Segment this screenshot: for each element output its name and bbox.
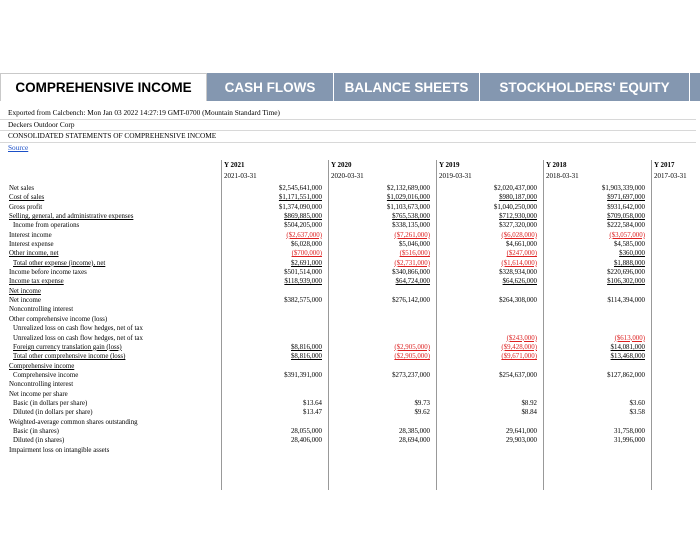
cell-value[interactable]: ($2,637,000) — [286, 231, 322, 239]
cell-value[interactable]: $5,046,000 — [398, 241, 430, 249]
table-row — [0, 305, 696, 314]
row-label: Interest expense — [9, 241, 54, 249]
row-label[interactable]: Total other comprehensive income (loss) — [13, 353, 126, 361]
tab-balance-sheets[interactable]: BALANCE SHEETS — [334, 73, 480, 101]
row-label: Diluted (in shares) — [13, 437, 65, 445]
row-label: Basic (in dollars per share) — [13, 399, 88, 407]
cell-value[interactable]: 29,903,000 — [505, 437, 537, 445]
table-row — [0, 418, 696, 427]
statement-table — [0, 160, 696, 455]
cell-value[interactable]: $3.58 — [629, 409, 645, 417]
cell-value[interactable]: $6,028,000 — [290, 241, 322, 249]
cell-value[interactable]: $328,934,000 — [499, 269, 537, 277]
cell-value[interactable]: $273,237,000 — [392, 371, 430, 379]
cell-value[interactable]: $382,575,000 — [284, 297, 322, 305]
table-row — [0, 184, 696, 193]
row-label: Impairment loss on intangible assets — [9, 446, 110, 454]
table-row — [0, 287, 696, 296]
cell-value[interactable]: $13,468,000 — [610, 353, 645, 361]
cell-value[interactable]: $4,661,000 — [505, 241, 537, 249]
cell-value[interactable]: $3.60 — [629, 399, 645, 407]
cell-value[interactable]: 31,758,000 — [613, 427, 645, 435]
cell-value[interactable]: $931,642,000 — [607, 203, 645, 211]
cell-value[interactable]: ($3,057,000) — [609, 231, 645, 239]
period-header: Y 2018 2018-03-31 — [543, 160, 651, 184]
row-label: Weighted-average common shares outstanding — [9, 418, 138, 426]
cell-value[interactable]: $4,585,000 — [613, 241, 645, 249]
cell-value[interactable]: ($243,000) — [506, 334, 537, 342]
row-label: Unrealized loss on cash flow hedges, net of tax — [13, 334, 143, 342]
table-row — [0, 268, 696, 277]
cell-value[interactable]: $9.62 — [414, 409, 430, 417]
row-label[interactable]: Selling, general, and administrative expenses — [9, 213, 134, 221]
row-label: Gross profit — [9, 203, 43, 211]
cell-value[interactable]: $765,538,000 — [392, 213, 430, 221]
cell-value[interactable]: $504,205,000 — [284, 222, 322, 230]
cell-value[interactable]: $114,394,000 — [607, 297, 645, 305]
cell-value[interactable]: 28,055,000 — [290, 427, 322, 435]
cell-value[interactable]: $13.47 — [303, 409, 322, 417]
cell-value[interactable]: $360,000 — [619, 250, 645, 258]
cell-value[interactable]: $264,308,000 — [499, 297, 537, 305]
table-row — [0, 193, 696, 202]
table-row — [0, 324, 696, 333]
cell-value[interactable]: $9.73 — [414, 399, 430, 407]
cell-value[interactable]: $14,081,000 — [610, 343, 645, 351]
statement-rows — [0, 184, 696, 455]
table-row — [0, 446, 696, 455]
row-label[interactable]: Foreign currency translation gain (loss) — [13, 343, 122, 351]
table-row — [0, 240, 696, 249]
cell-value[interactable]: $13.64 — [303, 399, 322, 407]
cell-value[interactable]: $64,626,000 — [502, 278, 537, 286]
cell-value[interactable]: $2,132,689,000 — [386, 185, 430, 192]
cell-value[interactable]: ($2,905,000) — [394, 353, 430, 361]
table-row — [0, 380, 696, 389]
table-row — [0, 231, 696, 240]
table-row — [0, 334, 696, 343]
cell-value[interactable]: $338,135,000 — [392, 222, 430, 230]
cell-value[interactable]: ($6,028,000) — [501, 231, 537, 239]
cell-value[interactable]: $391,391,000 — [284, 371, 322, 379]
row-label: Interest income — [9, 231, 52, 239]
cell-value[interactable]: 29,641,000 — [505, 427, 537, 435]
table-row — [0, 249, 696, 258]
cell-value[interactable]: $276,142,000 — [392, 297, 430, 305]
cell-value[interactable]: $64,724,000 — [395, 278, 430, 286]
company-name: Deckers Outdoor Corp — [0, 120, 696, 132]
cell-value[interactable]: $1,103,673,000 — [386, 203, 430, 211]
cell-value[interactable]: $869,885,000 — [284, 213, 322, 221]
cell-value[interactable]: ($2,731,000) — [394, 259, 430, 267]
cell-value[interactable]: $709,058,000 — [607, 213, 645, 221]
table-row — [0, 212, 696, 221]
table-row — [0, 296, 696, 305]
cell-value[interactable]: ($516,000) — [399, 250, 430, 258]
cell-value[interactable]: $8.92 — [521, 399, 537, 407]
row-label[interactable]: Cost of sales — [9, 194, 45, 202]
tab-bar-fill — [690, 73, 700, 101]
period-header: Y 2019 2019-03-31 — [436, 160, 543, 184]
cell-value[interactable]: $980,187,000 — [499, 194, 537, 202]
cell-value[interactable]: $220,696,000 — [607, 269, 645, 277]
cell-value[interactable]: $118,939,000 — [284, 278, 322, 286]
period-header: Y 2017 2017-03-31 — [651, 160, 696, 184]
row-label: Noncontrolling interest — [9, 306, 74, 314]
table-row — [0, 436, 696, 445]
cell-value[interactable]: ($9,671,000) — [501, 353, 537, 361]
cell-value[interactable]: $327,320,000 — [499, 222, 537, 230]
row-label: Comprehensive income — [13, 371, 79, 379]
tab-stockholders-equity[interactable]: STOCKHOLDERS' EQUITY — [480, 73, 690, 101]
row-label[interactable]: Comprehensive income — [9, 362, 75, 370]
period-header: Y 2020 2020-03-31 — [328, 160, 436, 184]
table-row — [0, 343, 696, 352]
cell-value[interactable]: ($2,905,000) — [394, 343, 430, 351]
table-row — [0, 371, 696, 380]
cell-value[interactable]: $8,816,000 — [290, 343, 322, 351]
tab-comprehensive-income[interactable]: COMPREHENSIVE INCOME — [0, 73, 207, 101]
table-row — [0, 277, 696, 286]
table-row — [0, 259, 696, 268]
row-label: Income from operations — [13, 222, 80, 230]
cell-value[interactable]: ($7,261,000) — [394, 231, 430, 239]
cell-value[interactable]: 28,385,000 — [398, 427, 430, 435]
cell-value[interactable]: ($9,428,000) — [501, 343, 537, 351]
table-row — [0, 203, 696, 212]
cell-value[interactable]: $971,697,000 — [607, 194, 645, 202]
table-row — [0, 399, 696, 408]
cell-value[interactable]: $8.84 — [521, 409, 537, 417]
row-label: Basic (in shares) — [13, 427, 59, 435]
cell-value[interactable]: $1,029,016,000 — [386, 194, 430, 202]
cell-value[interactable]: $501,514,000 — [284, 269, 322, 277]
source-link[interactable]: Source — [8, 142, 29, 152]
statement-title: CONSOLIDATED STATEMENTS OF COMPREHENSIVE INCOME — [0, 131, 696, 143]
cell-value[interactable]: $106,302,000 — [607, 278, 645, 286]
row-label: Other comprehensive income (loss) — [9, 315, 108, 323]
cell-value[interactable]: 28,694,000 — [398, 437, 430, 445]
export-timestamp: Exported from Calcbench: Mon Jan 03 2022 14:27:19 GMT-0700 (Mountain Standard Time) — [0, 108, 696, 120]
cell-value[interactable]: $2,691,000 — [290, 259, 322, 267]
row-label[interactable]: Other income, net — [9, 250, 59, 258]
statement-tabs — [0, 73, 700, 101]
cell-value[interactable]: $1,903,339,000 — [601, 185, 645, 192]
cell-value[interactable]: $2,020,437,000 — [493, 185, 537, 192]
cell-value[interactable]: $254,637,000 — [499, 371, 537, 379]
row-label: Diluted (in dollars per share) — [13, 409, 93, 417]
cell-value[interactable]: $1,040,250,000 — [493, 203, 537, 211]
row-label: Net income — [9, 297, 41, 305]
row-label: Noncontrolling interest — [9, 381, 74, 389]
cell-value[interactable]: 28,406,000 — [290, 437, 322, 445]
table-row — [0, 221, 696, 230]
table-row — [0, 408, 696, 417]
cell-value[interactable]: ($1,614,000) — [501, 259, 537, 267]
cell-value[interactable]: $712,930,000 — [499, 213, 537, 221]
row-label: Net sales — [9, 185, 35, 192]
row-label[interactable]: Net income — [9, 287, 41, 295]
row-label: Income before income taxes — [9, 269, 87, 277]
row-label: Net income per share — [9, 390, 68, 398]
cell-value[interactable]: $127,862,000 — [607, 371, 645, 379]
table-row — [0, 390, 696, 399]
cell-value[interactable]: $2,545,641,000 — [278, 185, 322, 192]
cell-value[interactable]: $1,171,551,000 — [278, 194, 322, 202]
cell-value[interactable]: ($613,000) — [614, 334, 645, 342]
tab-cash-flows[interactable]: CASH FLOWS — [207, 73, 334, 101]
cell-value[interactable]: 31,996,000 — [613, 437, 645, 445]
cell-value[interactable]: $222,584,000 — [607, 222, 645, 230]
cell-value[interactable]: ($700,000) — [291, 250, 322, 258]
row-label[interactable]: Income tax expense — [9, 278, 64, 286]
cell-value[interactable]: ($247,000) — [506, 250, 537, 258]
table-row — [0, 362, 696, 371]
table-row — [0, 352, 696, 361]
cell-value[interactable]: $1,888,000 — [613, 259, 645, 267]
table-row — [0, 315, 696, 324]
table-row — [0, 427, 696, 436]
cell-value[interactable]: $8,816,000 — [290, 353, 322, 361]
row-label: Unrealized loss on cash flow hedges, net of tax — [13, 325, 143, 333]
period-header-row — [0, 160, 696, 184]
cell-value[interactable]: $340,866,000 — [392, 269, 430, 277]
row-label[interactable]: Total other expense (income), net — [13, 259, 106, 267]
cell-value[interactable]: $1,374,090,000 — [278, 203, 322, 211]
export-metadata — [0, 108, 696, 153]
period-header: Y 2021 2021-03-31 — [221, 160, 328, 184]
